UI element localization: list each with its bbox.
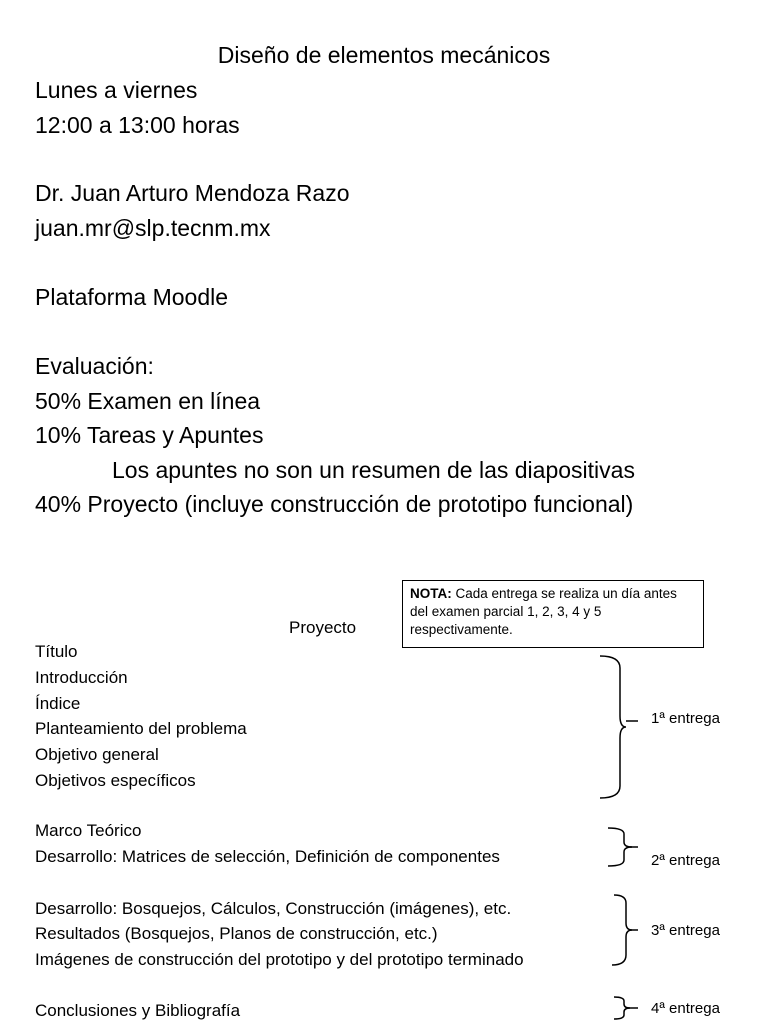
brace-tick [626,719,640,723]
project-heading: Proyecto [289,618,357,637]
delivery-label-4: 4ª entrega [651,1000,720,1017]
brace-tick [628,1006,640,1010]
delivery-label-3: 3ª entrega [651,922,720,939]
project-item: Desarrollo: Bosquejos, Cálculos, Construcción (imágenes), etc. [35,899,512,918]
evaluation-item: 10% Tareas y Apuntes [35,422,264,448]
evaluation-item: 40% Proyecto (incluye construcción de prototipo funcional) [35,491,634,517]
instructor-email: juan.mr@slp.tecnm.mx [35,215,271,241]
project-item: Introducción [35,668,128,687]
project-item: Objetivos específicos [35,771,196,790]
schedule-days: Lunes a viernes [35,77,198,103]
project-item: Resultados (Bosquejos, Planos de construcción, etc.) [35,924,438,943]
project-item: Imágenes de construcción del prototipo y del prototipo terminado [35,950,524,969]
evaluation-heading: Evaluación: [35,353,154,379]
platform-label: Plataforma Moodle [35,284,229,310]
project-item: Marco Teórico [35,821,142,840]
note-text: Cada entrega se realiza un día antes del examen parcial 1, 2, 3, 4 y 5 respectivamente. [410,586,677,637]
project-item: Desarrollo: Matrices de selección, Definición de componentes [35,847,500,866]
project-item: Planteamiento del problema [35,719,247,738]
evaluation-item: 50% Examen en línea [35,388,261,414]
document-title: Diseño de elementos mecánicos [217,42,551,68]
evaluation-subnote: Los apuntes no son un resumen de las diapositivas [112,457,635,483]
brace-delivery-1 [598,654,628,800]
delivery-label-1: 1ª entrega [651,710,720,727]
instructor-name: Dr. Juan Arturo Mendoza Razo [35,180,350,206]
project-item: Índice [35,694,81,713]
project-item: Título [35,642,78,661]
brace-tick [630,928,640,932]
note-box [402,580,704,648]
note-label: NOTA: [410,586,452,601]
schedule-time: 12:00 a 13:00 horas [35,112,240,138]
delivery-label-2: 2ª entrega [651,852,720,869]
brace-tick [630,845,640,849]
project-item: Conclusiones y Bibliografía [35,1001,241,1020]
project-item: Objetivo general [35,745,159,764]
